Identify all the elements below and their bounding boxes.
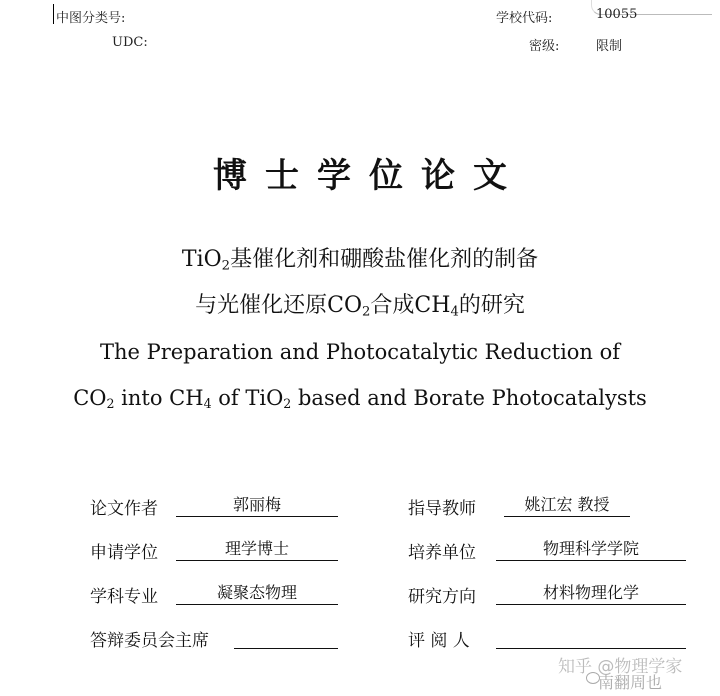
clc-label: 中图分类号: (56, 11, 126, 26)
advisor-label: 指导教师 (408, 499, 476, 519)
author-value: 郭丽梅 (176, 494, 338, 517)
title-en-line1: The Preparation and Photocatalytic Reduction of (99, 340, 621, 364)
title-cn-line1: TiO$_2$基催化剂和硼酸盐催化剂的制备 (181, 247, 539, 274)
advisor-value: 姚江宏 教授 (504, 494, 630, 517)
unit-label: 培养单位 (408, 543, 476, 563)
udc-label: UDC: (112, 35, 148, 50)
major-label: 学科专业 (90, 587, 158, 607)
direction-label: 研究方向 (408, 587, 476, 607)
weibo-watermark: 南翻周也 (598, 673, 663, 692)
chair-value (234, 626, 338, 649)
doc-type-title: 博士学位论文 (213, 156, 525, 196)
text-cursor (53, 4, 54, 24)
chair-label: 答辩委员会主席 (90, 631, 209, 651)
title-cn-line2: 与光催化还原$CO_2$合成$CH_4$的研究 (195, 293, 525, 320)
school-code-value: 10055 (596, 7, 638, 22)
reviewer-label: 评 阅 人 (408, 631, 470, 651)
degree-label: 申请学位 (90, 543, 158, 563)
title-en-line2: $CO_2$ into $CH_4$ of TiO$_2$ based and Borate Photocatalysts (73, 386, 647, 412)
degree-value: 理学博士 (176, 538, 338, 561)
author-label: 论文作者 (90, 499, 158, 519)
major-value: 凝聚态物理 (176, 582, 338, 605)
zhihu-watermark: 知乎 @物理学家 (558, 657, 683, 677)
school-code-label: 学校代码: (496, 11, 553, 26)
unit-value: 物理科学学院 (496, 538, 686, 561)
reviewer-value (496, 626, 686, 649)
secrecy-label: 密级: (529, 39, 560, 54)
direction-value: 材料物理化学 (496, 582, 686, 605)
secrecy-value: 限制 (596, 39, 623, 54)
